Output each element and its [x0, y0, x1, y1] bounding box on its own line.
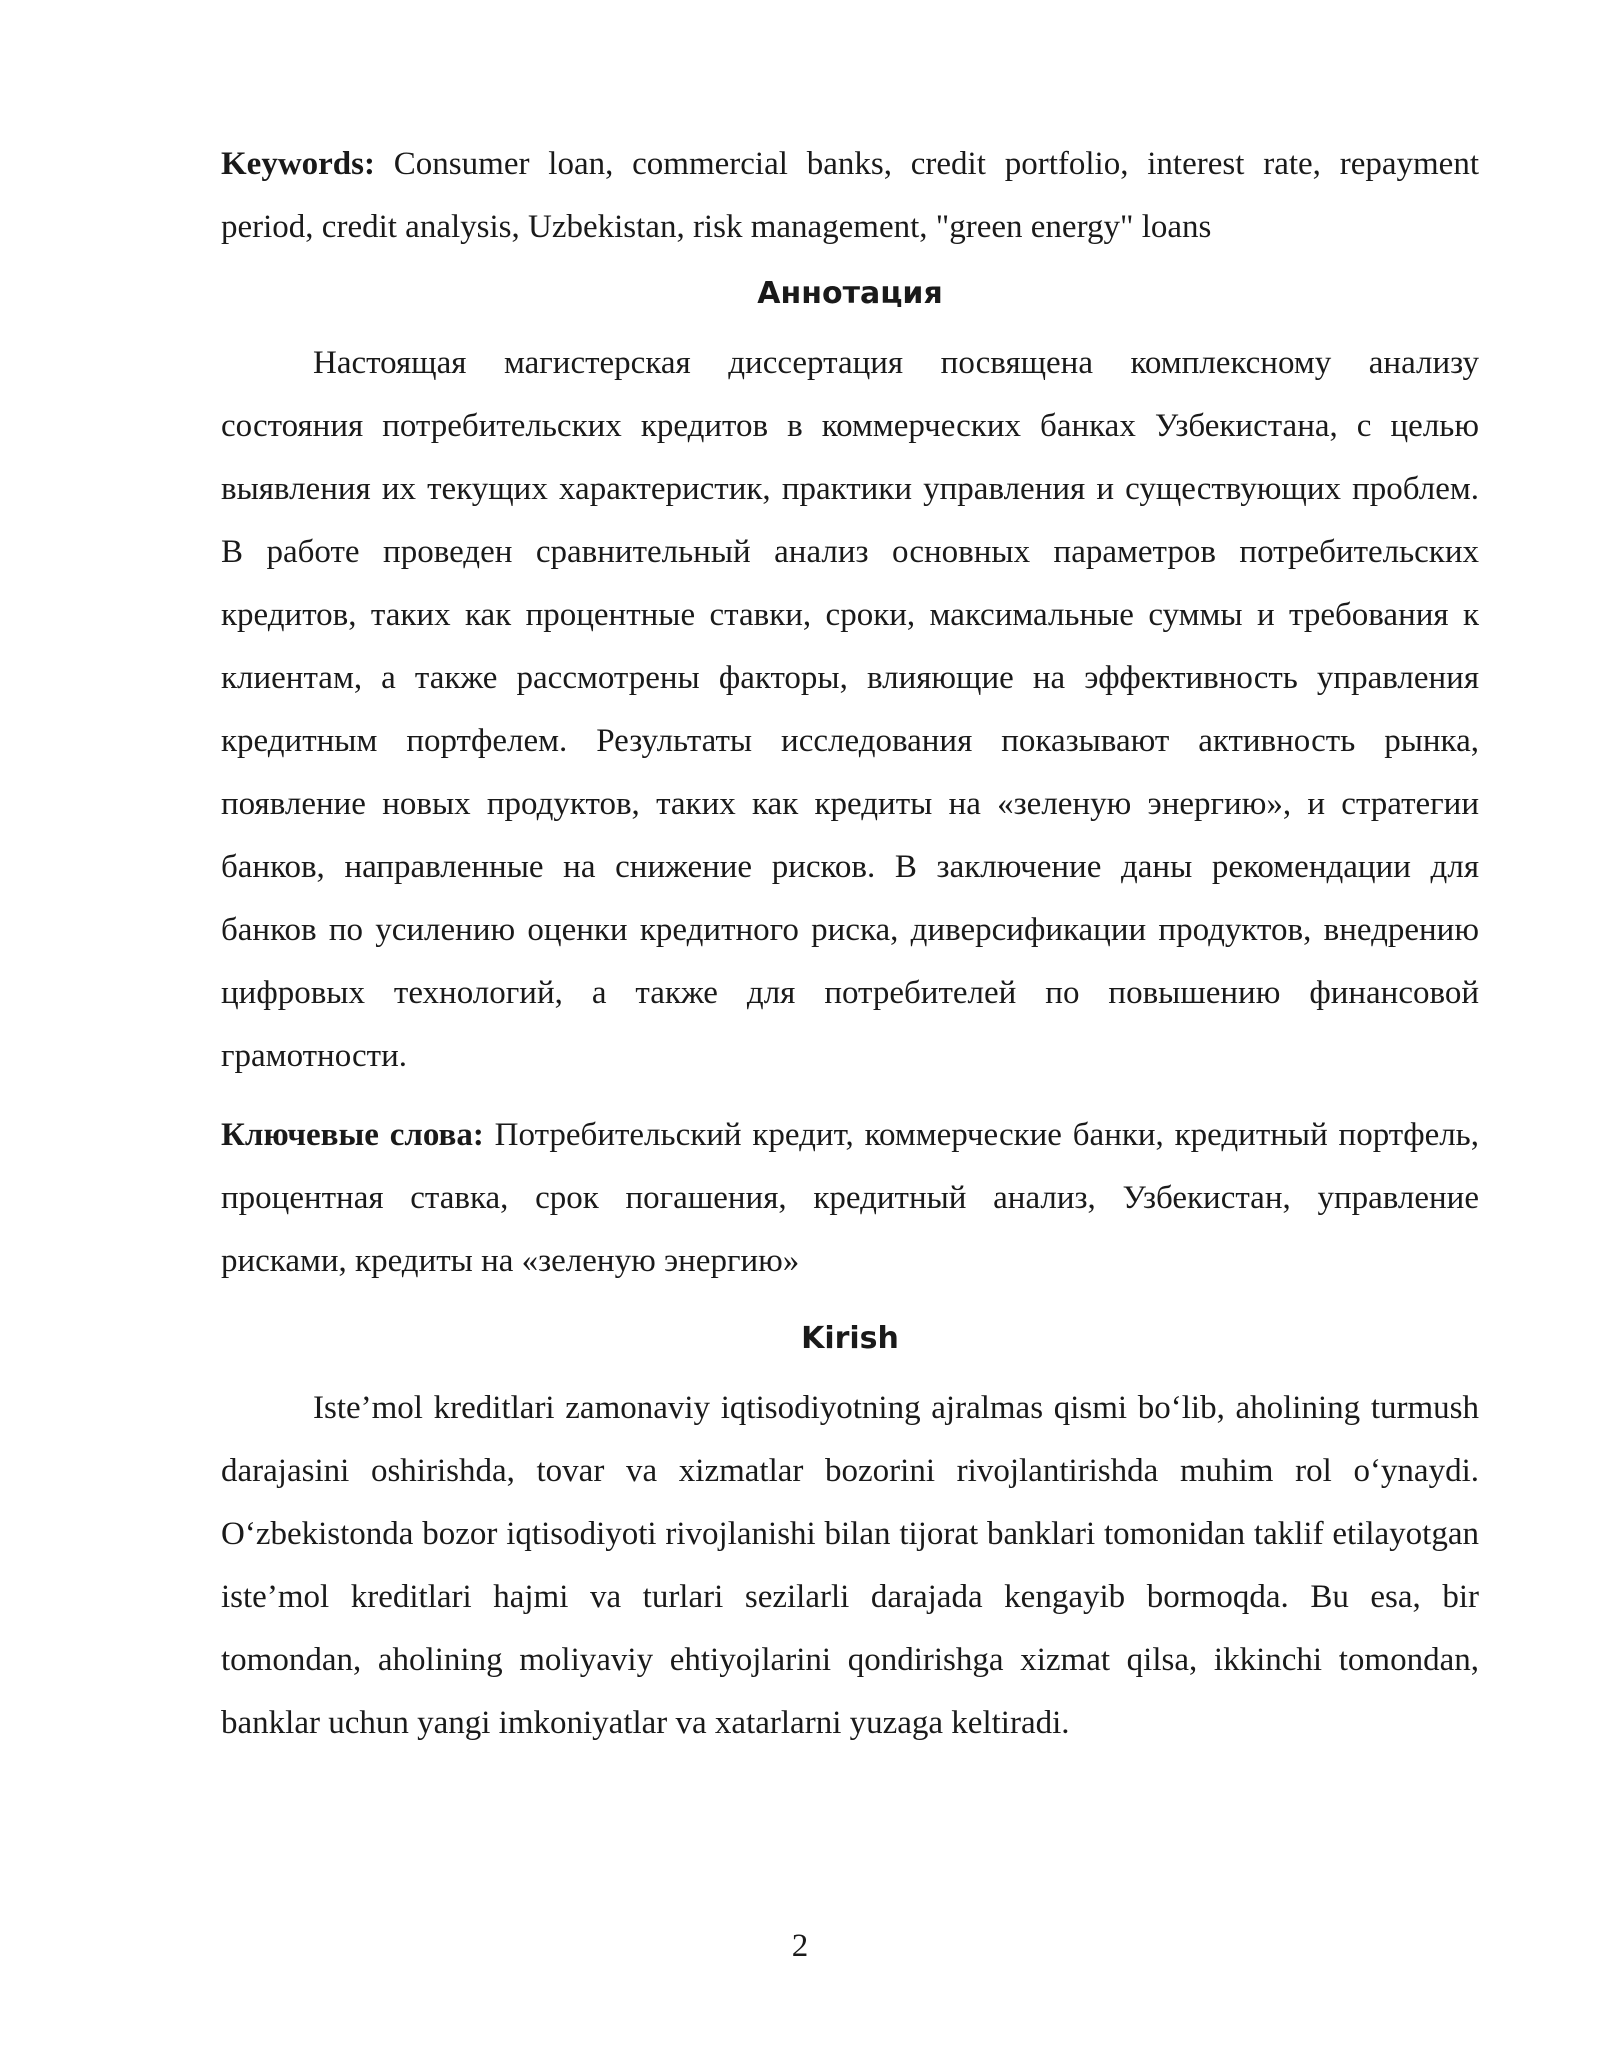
annotation-paragraph: Настоящая магистерская диссертация посвящена комплексному анализу состояния потребительских кредитов в коммерческих банках Узбекистана, с целью выявления их текущих характеристик, практики управления и существующих проблем. В работе проведен сравнительный анализ основных параметров потребительских кредитов, таких как процентные ставки, сроки, максимальные суммы и требования к клиентам, а также рассмотрены факторы, влияющие на эффективность управления кредитным портфелем. Результаты исследования показывают активность рынка, появление новых продуктов, таких как кредиты на «зеленую энергию», и стратегии банков, направленные на снижение рисков. В заключение даны рекомендации для банков по усилению оценки кредитного риска, диверсификации продуктов, внедрению цифровых технологий, а также для потребителей по повышению финансовой грамотности. — [221, 345, 1479, 1074]
keywords-russian-label: Ключевые слова: — [221, 1117, 484, 1153]
page-content — [221, 133, 1479, 1755]
keywords-russian-text: Потребительский кредит, коммерческие банки, кредитный портфель, процентная ставка, срок погашения, кредитный анализ, Узбекистан, управление рисками, кредиты на «зеленую энергию» — [221, 1117, 1479, 1279]
keywords-english-text: Consumer loan, commercial banks, credit portfolio, interest rate, repayment period, credit analysis, Uzbekistan, risk management, "green energy" loans — [221, 146, 1479, 245]
introduction-heading: Kirish — [801, 1321, 899, 1356]
page-number: 2 — [791, 1928, 809, 1964]
introduction-paragraph: Iste’mol kreditlari zamonaviy iqtisodiyotning ajralmas qismi bo‘lib, aholining turmush darajasini oshirishda, tovar va xizmatlar bozorini rivojlantirishda muhim rol o‘ynaydi. O‘zbekistonda bozor iqtisodiyoti rivojlanishi bilan tijorat banklari tomonidan taklif etilayotgan iste’mol kreditlari hajmi va turlari sezilarli darajada kengayib bormoqda. Bu esa, bir tomondan, aholining moliyaviy ehtiyojlarini qondirishga xizmat qilsa, ikkinchi tomondan, banklar uchun yangi imkoniyatlar va xatarlarni yuzaga keltiradi. — [221, 1390, 1479, 1741]
keywords-russian — [221, 1104, 1479, 1293]
annotation-heading: Аннотация — [757, 276, 943, 311]
keywords-english-label: Keywords: — [221, 146, 375, 182]
keywords-english — [221, 133, 1479, 259]
